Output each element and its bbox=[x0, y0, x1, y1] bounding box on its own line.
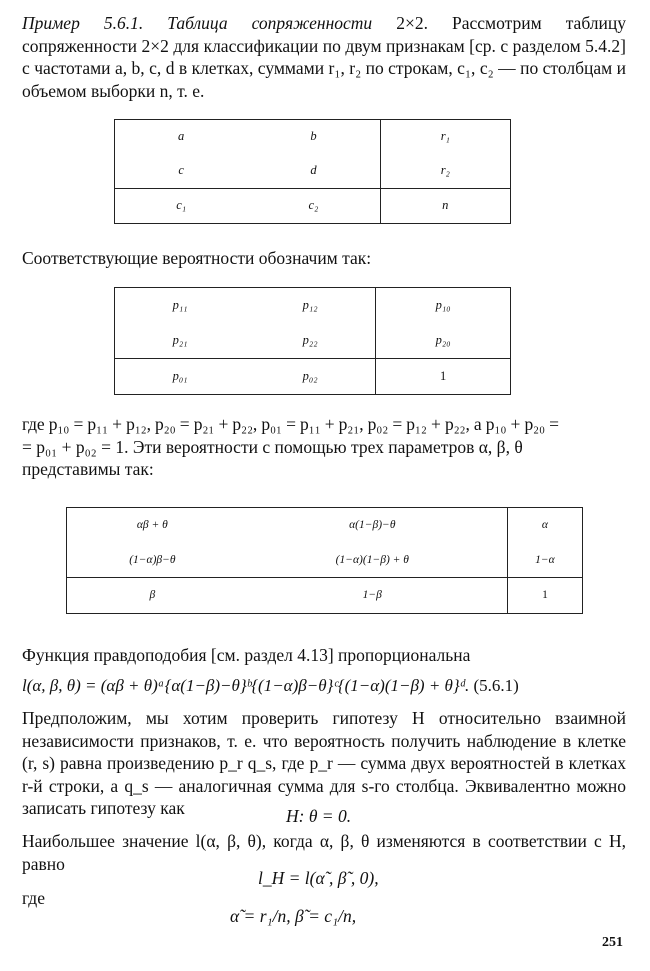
where-label: где bbox=[22, 888, 45, 908]
likelihood-text: Функция правдоподобия [см. раздел 4.13] пропорциональна bbox=[22, 645, 471, 665]
tilde-formula: α̃ = r₁/n, β̃ = c₁/n, bbox=[230, 906, 357, 926]
frequency-table bbox=[114, 119, 511, 224]
table-cell: p₁₀ bbox=[435, 297, 451, 312]
probability-table bbox=[114, 287, 511, 395]
table-cell: β bbox=[67, 577, 238, 613]
table-cell: c₂ bbox=[247, 188, 380, 223]
table-cell: c₁ bbox=[115, 188, 248, 223]
formula-expression: l(α, β, θ) = (αβ + θ)ᵃ{α(1−β)−θ}ᵇ{(1−α)β−θ}ᶜ{(1−α)(1−β) + θ}ᵈ. bbox=[22, 676, 470, 695]
table-cell: n bbox=[380, 188, 510, 223]
where-line-1: где p₁₀ = p₁₁ + p₁₂, p₂₀ = p₂₁ + p₂₂, p₀₁ = p₁₁ + p₂₁, p₀₂ = p₁₂ + p₂₂, а p₁₀ + p₂₀ = bbox=[22, 414, 559, 434]
table-cell: αβ + θ bbox=[136, 519, 168, 532]
example-paragraph bbox=[22, 12, 626, 102]
table-cell: (1−α)β−θ bbox=[129, 553, 176, 566]
formula-number: (5.6.1) bbox=[473, 676, 519, 695]
table-cell: b bbox=[247, 120, 380, 154]
likelihood-formula bbox=[22, 676, 519, 696]
parameter-table bbox=[66, 507, 583, 614]
where-line-3: представимы так: bbox=[22, 459, 154, 479]
table-cell: r₁ bbox=[440, 129, 450, 144]
table-cell: 1−β bbox=[238, 577, 508, 613]
table-cell: 1 bbox=[507, 577, 582, 613]
table-cell: p₀₁ bbox=[115, 358, 246, 394]
table-cell: p₁₁ bbox=[172, 297, 188, 312]
table-cell: (1−α)(1−β) + θ bbox=[238, 542, 508, 577]
lh-formula: l_H = l(α̃ , β̃ , 0), bbox=[258, 868, 379, 888]
example-title: Пример 5.6.1. Таблица сопряженности bbox=[22, 13, 373, 33]
example-title-tail: 2×2. bbox=[396, 13, 428, 33]
table-cell: α bbox=[541, 519, 548, 532]
example-text: Рассмотрим таблицу сопряженности 2×2 для классификации по двум признакам [ср. с разделом 5.4.2] с частотами a, b, c, d в клетках, суммами r₁, r₂ по строкам, c₁, c₂ — по столбцам и объемом выборки n, т. е. bbox=[22, 13, 627, 101]
hypothesis-formula: H: θ = 0. bbox=[286, 806, 352, 826]
table-cell: r₂ bbox=[440, 163, 450, 178]
table-cell: d bbox=[247, 154, 380, 188]
table-cell: α(1−β)−θ bbox=[238, 508, 508, 543]
table-cell: p₀₂ bbox=[245, 358, 376, 394]
max-paragraph: Наибольшее значение l(α, β, θ), когда α, β, θ изменяются в соответствии с H, равно bbox=[22, 831, 626, 874]
where-line-2: = p₀₁ + p₀₂ = 1. Эти вероятности с помощью трех параметров α, β, θ bbox=[22, 437, 523, 457]
page-number: 251 bbox=[602, 935, 623, 950]
table-cell: a bbox=[178, 129, 185, 144]
table-cell: 1 bbox=[376, 358, 511, 394]
table-cell: 1−α bbox=[535, 553, 555, 566]
hypothesis-paragraph: Предположим, мы хотим проверить гипотезу H относительно взаимной независимости признаков, т. е. что вероятность получить наблюдение в клетке (r, s) равна произведению p_r q_s, где p_r — сумма двух вероятностей в клетках r-й строки, а q_s — аналогичная сумма для s-го столбца. Эквивалентно можно записать гипотезу как bbox=[22, 708, 626, 819]
table-cell: c bbox=[178, 163, 184, 178]
table-cell: p₂₀ bbox=[435, 332, 451, 347]
probabilities-intro: Соответствующие вероятности обозначим так: bbox=[22, 248, 372, 268]
table-cell: p₁₂ bbox=[245, 288, 376, 323]
table-cell: p₂₂ bbox=[245, 323, 376, 358]
table-cell: p₂₁ bbox=[172, 332, 188, 347]
